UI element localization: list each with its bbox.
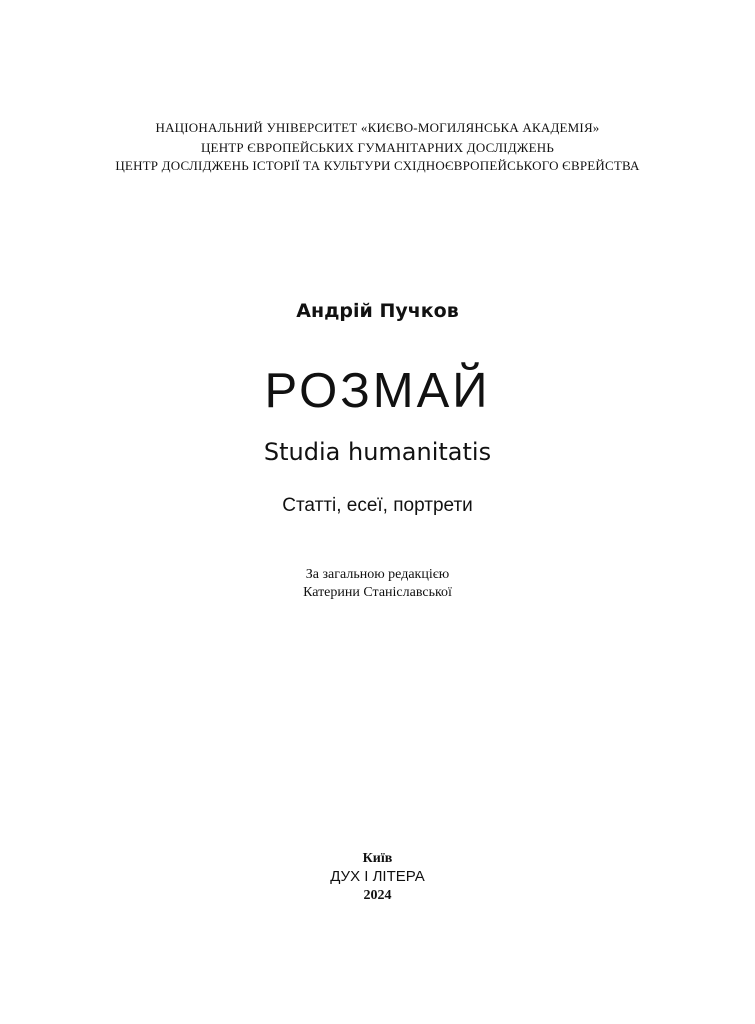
book-title: РОЗМАЙ	[264, 364, 491, 418]
editor-note: За загальною редакцією	[305, 567, 450, 582]
book-genre: Статті, есеї, портрети	[282, 495, 473, 516]
book-subtitle: Studia humanitatis	[263, 438, 492, 466]
author-name: Андрій Пучков	[296, 300, 459, 322]
imprint-city: Київ	[362, 851, 393, 866]
imprint-publisher: ДУХ І ЛІТЕРА	[330, 868, 425, 885]
imprint-year: 2024	[363, 888, 392, 903]
institution-line-1: НАЦІОНАЛЬНИЙ УНІВЕРСИТЕТ «КИЄВО-МОГИЛЯНСЬКА АКАДЕМІЯ»	[155, 120, 600, 135]
institution-line-2: ЦЕНТР ЄВРОПЕЙСЬКИХ ГУМАНІТАРНИХ ДОСЛІДЖЕНЬ	[200, 140, 555, 155]
institution-line-3: ЦЕНТР ДОСЛІДЖЕНЬ ІСТОРІЇ ТА КУЛЬТУРИ СХІДНОЄВРОПЕЙСЬКОГО ЄВРЕЙСТВА	[115, 158, 640, 173]
editor-name: Катерини Станіславської	[303, 585, 452, 600]
